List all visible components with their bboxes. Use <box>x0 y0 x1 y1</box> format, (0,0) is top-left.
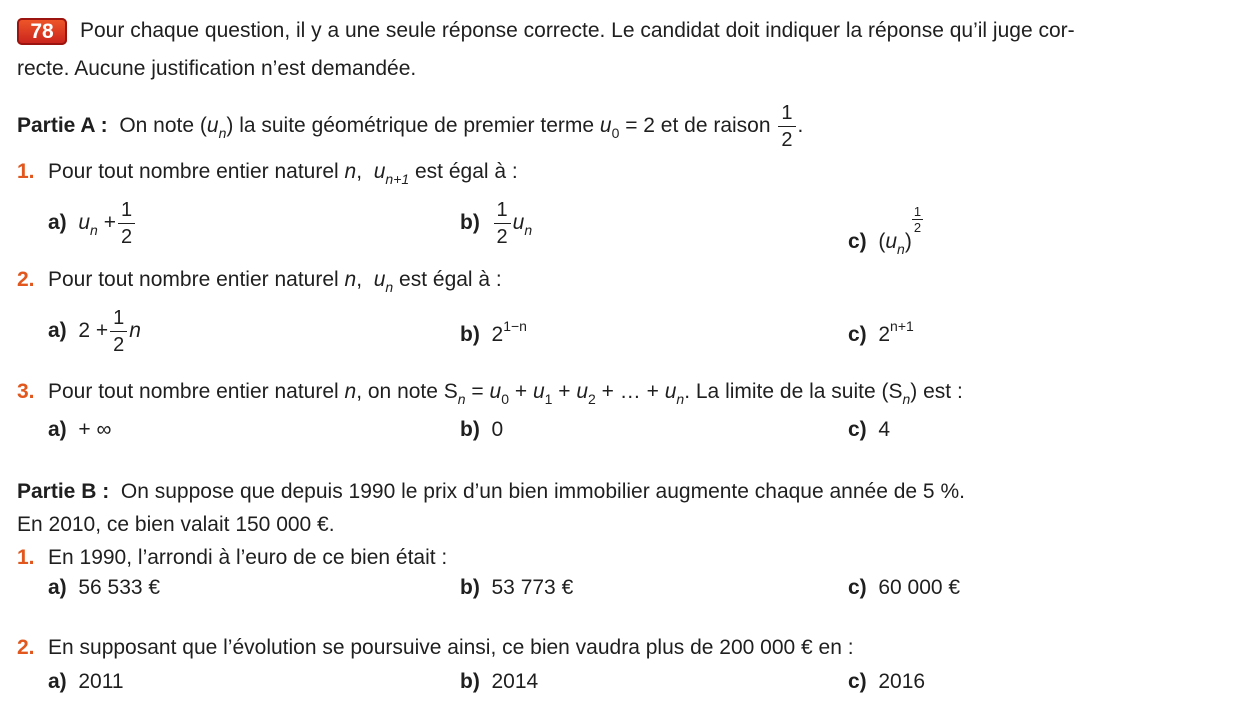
intro-line-2: recte. Aucune justification n’est demandée. <box>17 57 417 80</box>
partie-a-label: Partie A : <box>17 114 108 138</box>
option-b2-a: a) 2011 <box>48 670 124 693</box>
partie-b-label: Partie B : <box>17 480 110 503</box>
option-a2-c: c) $2^{n+1}$ <box>848 318 914 346</box>
option-b2-b: b) 2014 <box>460 670 539 693</box>
option-a3-b: b) 0 <box>460 418 504 441</box>
option-a3-a: a) + ∞ <box>48 418 112 441</box>
question-a3-number: 3. <box>17 380 35 403</box>
raison-fraction: $\frac{1}{2}$ <box>778 103 795 150</box>
question-a1-text: Pour tout nombre entier naturel n, $u_{n+1}$ est égal à : <box>48 160 518 187</box>
option-b1-b: b) 53 773 € <box>460 576 574 599</box>
option-a2-a: a) 2 + $\frac{1}{2}$ n <box>48 307 141 356</box>
option-a1-c: c) $(u_n)$ $\frac{1}{2}$ <box>848 204 922 257</box>
question-a1-number: 1. <box>17 160 35 183</box>
question-b1-text: En 1990, l’arrondi à l’euro de ce bien était : <box>48 546 448 569</box>
option-a1-a: a) $u_n$ + $\frac{1}{2}$ <box>48 200 137 247</box>
question-b1-number: 1. <box>17 546 35 569</box>
question-a2-number: 2. <box>17 268 35 291</box>
partie-b-statement-2: En 2010, ce bien valait 150 000 €. <box>17 513 335 536</box>
question-b2-number: 2. <box>17 636 35 659</box>
question-b2-text: En supposant que l’évolution se poursuive ainsi, ce bien vaudra plus de 200 000 € en : <box>48 636 854 659</box>
exercise-number-badge: 78 <box>17 18 67 45</box>
partie-a-statement: Partie A : On note $(u_n)$ la suite géométrique de premier terme $u_0 = 2$ et de raison $\frac{1}{2}$ . <box>17 102 804 151</box>
option-b2-c: c) 2016 <box>848 670 926 693</box>
question-a2-text: Pour tout nombre entier naturel n, $u_n$ est égal à : <box>48 268 502 295</box>
intro-line-1: Pour chaque question, il y a une seule réponse correcte. Le candidat doit indiquer la réponse qu’il juge cor- <box>80 19 1075 42</box>
partie-b-statement: Partie B : On suppose que depuis 1990 le prix d’un bien immobilier augmente chaque année de 5 %. <box>17 480 965 503</box>
option-a2-b: b) $2^{1-n}$ <box>460 318 527 346</box>
option-a1-b: b) $\frac{1}{2}$ $u_n$ <box>460 199 533 248</box>
question-a3-text: Pour tout nombre entier naturel n, on note $S_n = u_0 + u_1 + u_2$ + … + $u_n$. La limite de la suite $(S_n)$ est : <box>48 380 963 407</box>
option-b1-a: a) 56 533 € <box>48 576 161 599</box>
option-b1-c: c) 60 000 € <box>848 576 961 599</box>
option-a3-c: c) 4 <box>848 418 891 441</box>
